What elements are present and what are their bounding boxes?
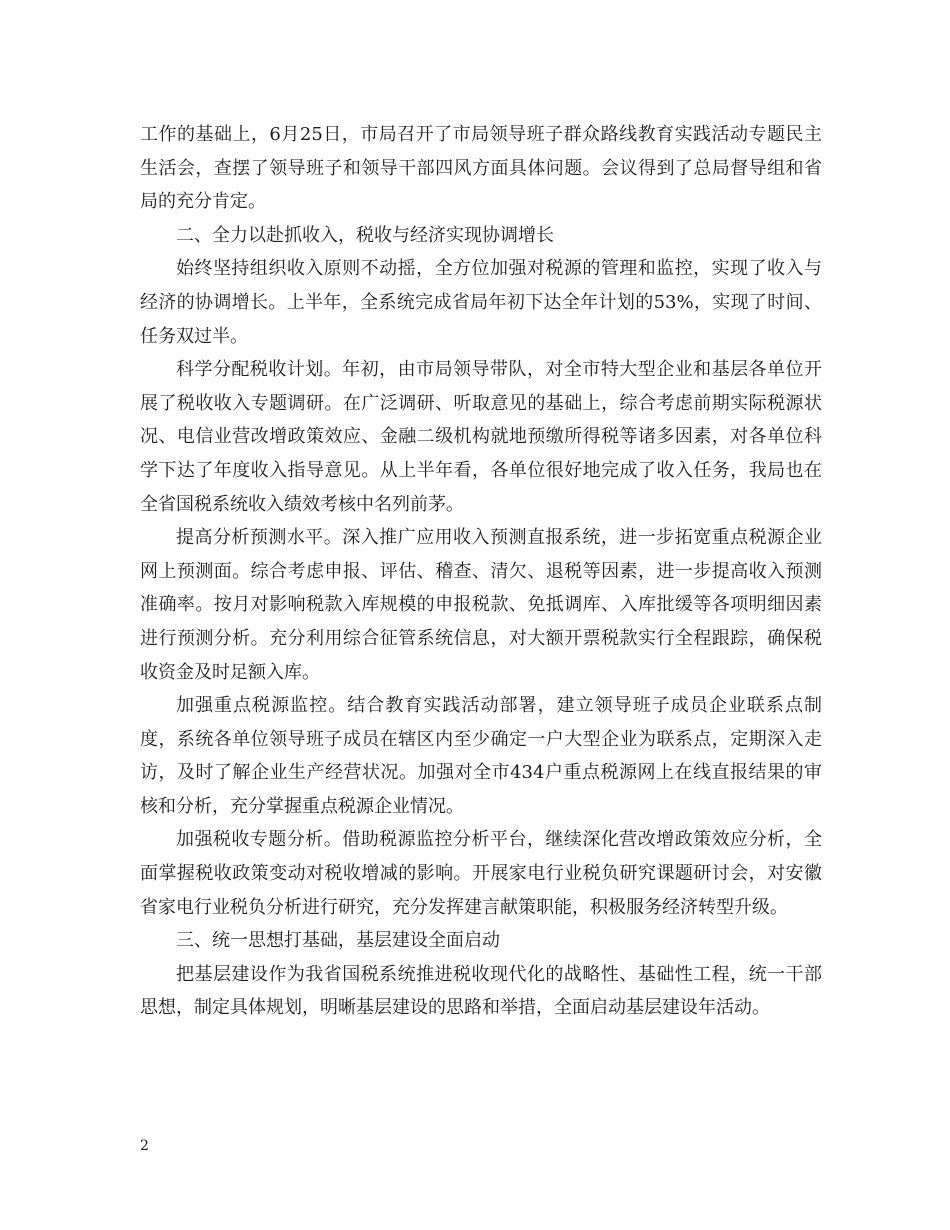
section-heading-three: 三、统一思想打基础，基层建设全面启动 [176,930,500,952]
paragraph: 把基层建设作为我省国税系统推进税收现代化的战略性、基础性工程，统一干部思想，制定具体规划，明晰基层建设的思路和举措，全面启动基层建设年活动。 [140,963,822,1019]
paragraph: 提高分析预测水平。深入推广应用收入预测直报系统，进一步拓宽重点税源企业网上预测面。综合考虑申报、评估、稽查、清欠、退税等因素，进一步提高收入预测准确率。按月对影响税款入库规模的申报税款、免抵调库、入库批缓等各项明细因素进行预测分析。充分利用综合征管系统信息，对大额开票税款实行全程跟踪，确保税收资金及时足额入库。 [140,527,822,683]
paragraph: 加强重点税源监控。结合教育实践活动部署，建立领导班子成员企业联系点制度，系统各单位领导班子成员在辖区内至少确定一户大型企业为联系点，定期深入走访，及时了解企业生产经营状况。加强对全市434户重点税源网上在线直报结果的审核和分析，充分掌握重点税源企业情况。 [140,695,822,817]
paragraph: 始终坚持组织收入原则不动摇，全方位加强对税源的管理和监控，实现了收入与经济的协调增长。上半年，全系统完成省局年初下达全年计划的53%，实现了时间、任务双过半。 [140,258,822,347]
paragraph-continued: 工作的基础上，6月25日，市局召开了市局领导班子群众路线教育实践活动专题民主生活会，查摆了领导班子和领导干部四风方面具体问题。会议得到了总局督导组和省局的充分肯定。 [140,124,822,213]
section-heading-two: 二、全力以赴抓收入，税收与经济实现协调增长 [176,224,554,246]
page-body [140,118,822,1025]
paragraph: 科学分配税收计划。年初，由市局领导带队，对全市特大型企业和基层各单位开展了税收收入专题调研。在广泛调研、听取意见的基础上，综合考虑前期实际税源状况、电信业营改增政策效应、金融二级机构就地预缴所得税等诸多因素，对各单位科学下达了年度收入指导意见。从上半年看，各单位很好地完成了收入任务，我局也在全省国税系统收入绩效考核中名列前茅。 [140,359,822,515]
page-number: 2 [140,1138,149,1154]
paragraph: 加强税收专题分析。借助税源监控分析平台，继续深化营改增政策效应分析，全面掌握税收政策变动对税收增减的影响。开展家电行业税负研究课题研讨会，对安徽省家电行业税负分析进行研究，充分发挥建言献策职能，积极服务经济转型升级。 [140,829,822,918]
